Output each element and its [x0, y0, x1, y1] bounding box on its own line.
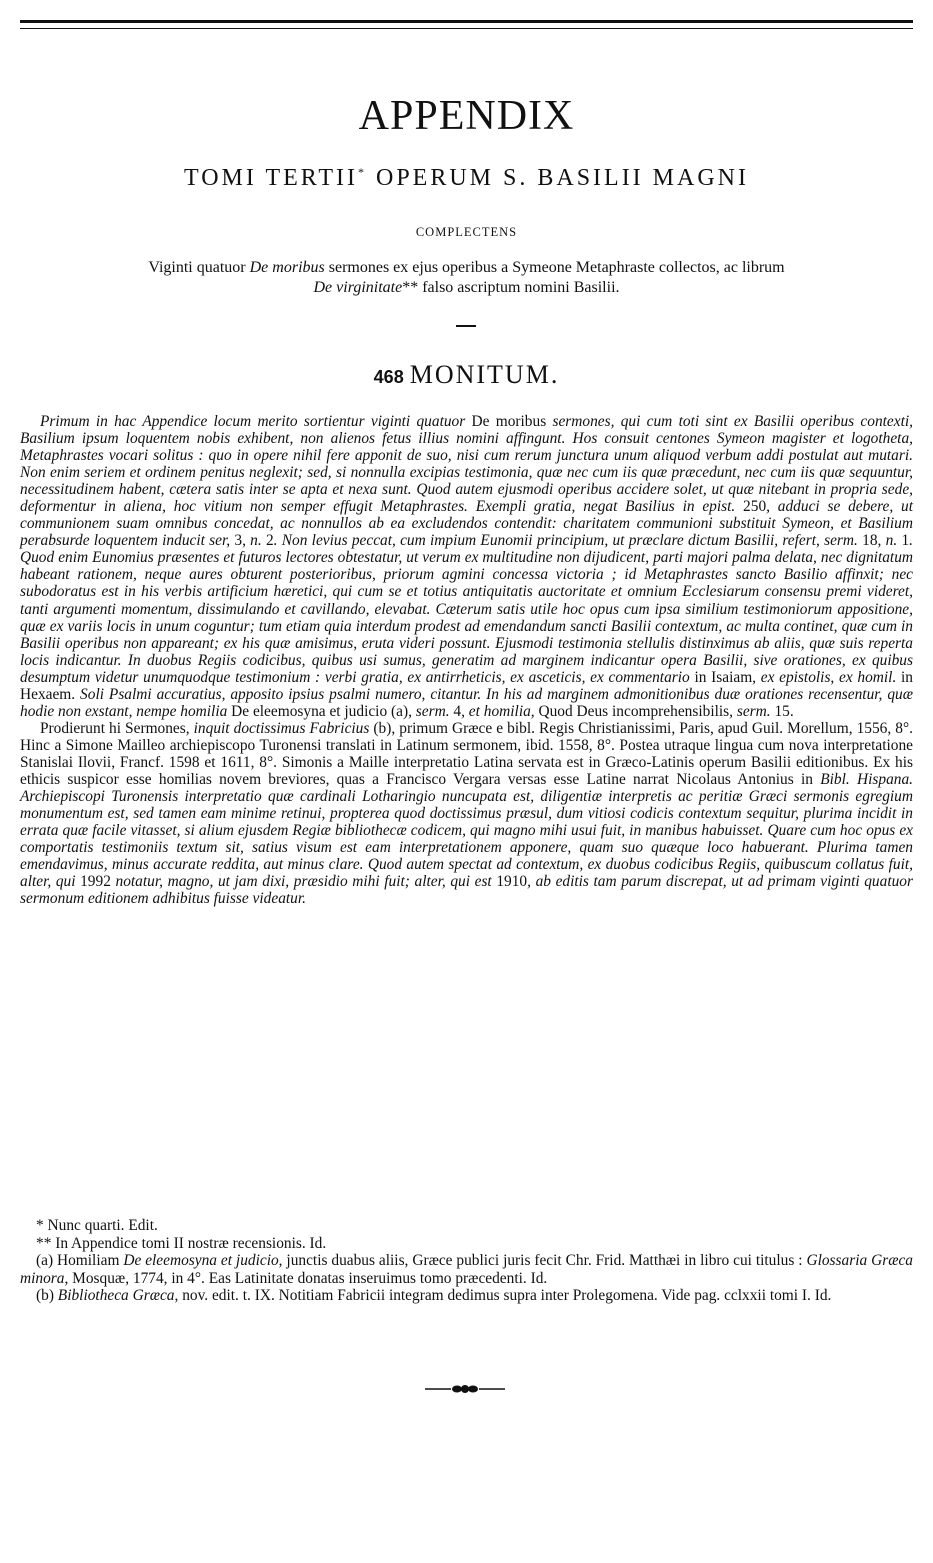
paragraph-2 — [20, 720, 913, 908]
text-run: 250 — [743, 498, 767, 516]
footnotes — [20, 1217, 913, 1305]
top-rule-thin — [20, 28, 913, 29]
text-run: 4 — [453, 702, 462, 720]
text-run: 15 — [774, 702, 790, 720]
text-run: sermones, qui cum toti sint ex Basilii operibus contexti, Basilium ipsum loquentem nobis exhibent, non alienos fetus illius nomini affingunt. Hos consuit centones Symeon magister et logotheta, Metaphrastes vocari solitus : quo in opere nihil fere apponit de suo, nisi cum rerum junctura unum aliquod verbum addi postulat aut mutari. Non enim seriem et ordinem penitus neglexit; sed, si nonnulla excipias testimonia, quæ nec cum iis quæ præcedunt, nec cum iis quæ sequuntur, necessitudinem habent, cætera satis inter se apta et nexa sunt. Quod autem ejusmodi operibus accidere solet, ut quæ nitebant in propria sede, deformentur in aliena, hoc vitium non semper effugit Metaphrastes. Exempli gratia, negat Basilius in epist. — [20, 413, 913, 516]
text-run: (a) Homiliam — [36, 1252, 124, 1269]
footnote-4 — [20, 1287, 913, 1305]
text-run: . Non levius peccat, cum impium Eunomii principium, ut præclare dictum Basilii, refert, serm. — [273, 532, 863, 550]
section-divider — [456, 325, 476, 327]
text-run: De eleemosyna et judicio — [123, 1252, 279, 1269]
text-run: 18 — [862, 532, 878, 550]
text-run: (b) — [36, 1287, 58, 1304]
text-run: , serm. — [408, 702, 454, 720]
text-run: in Isaiam — [694, 668, 753, 686]
monitum-heading — [20, 360, 913, 390]
subtitle-start: TOMI TERTII — [183, 165, 358, 191]
footnote-1: * Nunc quarti. Edit. — [36, 1217, 158, 1234]
text-run: , ex epistolis, ex homil. — [752, 668, 902, 686]
text-run: , et homilia, — [461, 702, 539, 720]
text-run: , n. — [242, 532, 266, 550]
contents-part5: ** falso ascriptum nomini Basilii. — [402, 279, 620, 296]
monitum-body — [20, 413, 913, 907]
text-run: De moribus — [471, 413, 547, 430]
text-run: 1992 — [80, 873, 111, 891]
text-run: , Mosquæ, 1774, in 4°. Eas Latinitate donatas inseruimus tomo præcedenti. Id. — [64, 1269, 548, 1287]
page-number: 468 — [373, 367, 404, 387]
text-run: inquit doctissimus Fabricius — [193, 719, 370, 737]
contents-description — [20, 258, 913, 298]
text-run: , n. — [877, 532, 902, 550]
text-run: Glossaria Græca minora — [20, 1252, 913, 1287]
complectens-label: COMPLECTENS — [415, 225, 518, 239]
text-run: Bibliotheca Græca — [57, 1287, 175, 1304]
contents-part1: Viginti quatuor — [148, 259, 250, 276]
contents-part4: De virginitate — [313, 279, 403, 296]
text-run: 2 — [265, 532, 274, 550]
text-run: in Hexaem. — [20, 668, 913, 703]
text-run: De eleemosyna et judicio (a) — [231, 702, 409, 720]
text-run: (b), primum Græce e bibl. Regis Christianissimi, Paris, apud Guil. Morellum, 1556, 8°. Hinc a Simone Mailleo archiepiscopo Turonensi translati in Latinum sermonem, ibid. 1558, 8°. Postea utraque lingua cum nova interpretatione Stanislai Ilovii, Francf. 1598 et 1611, 8°. Simonis a Maille interpretatio Latina servata est in Græco-Latinis operum Basilii editionibus. Ex his ethicis suspicor esse homilias novem breviores, quas a Francisco Vergara versas esse Latine narrat Nicolaus Antonius in — [20, 719, 913, 788]
text-run: Quod Deus incomprehensibilis — [538, 702, 730, 720]
subtitle-footnote-mark: * — [357, 165, 367, 179]
contents-part2: De moribus — [249, 259, 325, 276]
subtitle-rest: OPERUM S. BASILII MAGNI — [366, 165, 750, 191]
text-run: , serm. — [729, 702, 775, 720]
text-run: Prodierunt hi Sermones, — [40, 719, 194, 737]
text-run: . Quod enim Eunomius præsentes et futuros lectores obtestatur, ut verum ex multitudine non dijudicent, parti majori palma delata, nec dignitatum habeant rationem, neque aures obturent posterioribus, priorum agmini concessa victoria ; id Metaphrastes sancto Basilio affinxit; nec subodoratus est in his verbis artificium hæretici, qui cum se et totius antiquitatis auctoritate et omnium Ecclesiarum consensu premi videret, tanti argumenti momentum, dissimulando et cavillando, elevabat. Cæterum satis utile hoc opus cum ipsa similium testimoniorum appositione, quæ ex variis locis in unum coguntur; tum etiam quia interdum prodest ad emendandum sancti Basilii contextum, ac multa continet, quæ cum in Basilii operibus non appareant; ex his quæ amisimus, eruta videri possunt. Ejusmodi testimonia stellulis distinximus ab aliis, quæ suis reperta locis indicantur. In duobus Regiis codicibus, quibus usi sumus, generatim ad marginem indicantur opera Basilii, sive orationes, ex quibus desumptum videtur unumquodque testimonium : verbi gratia, ex antirrheticis, ex asceticis, ex commentario — [20, 532, 913, 686]
text-run: , nov. edit. t. IX. Notitiam Fabricii integram dedimus supra inter Prolegomena. Vide pag. cclxxii tomi I. Id. — [174, 1287, 832, 1304]
monitum-title: MONITUM. — [409, 360, 560, 389]
text-run: notatur, magno, ut jam dixi, præsidio mihi fuit; alter, qui est — [110, 873, 497, 891]
text-run: , adduci se debere, ut communionem suam omnibus concedat, ac nonnullos ab ea excludendos contendit: charitatem communioni substituit Symeon, et Basilium perabsurde loquentem inducit ser, — [20, 498, 913, 550]
text-run: Bibl. Hispana. Archiepiscopi Turonensis interpretatio quæ cardinali Lotharingio nuncupata est, diligentiæ interpretis ac peritiæ Græci sermonis egregium monumentum est, sed tamen eam minime retinui, propterea quod doctissimus præsul, dum vitiosi codicis contextum sequitur, plurima incidit in errata quæ facile vitasset, si alium ejusdem Regiæ bibliothecæ codicem, qui magno mihi usui fuit, in manibus habuisset. Quare cum hoc opus ex comportatis testimoniis textum sit, satius visum est eam interpretationem apponere, quam suo quæque loco habuerant. Plurima tamen emendavimus, minus accurate reddita, aut minus clare. Quod autem spectat ad contextum, ex duobus codicibus Regiis, quibuscum collatus fuit, alter, qui — [20, 770, 913, 891]
contents-part3: sermones ex ejus operibus a Symeone Metaphraste collectos, ac librum — [324, 259, 785, 276]
paragraph-1 — [20, 413, 913, 720]
text-run: Primum in hac Appendice locum merito sortientur viginti quatuor — [40, 413, 472, 430]
appendix-title: APPENDIX — [358, 93, 575, 139]
end-ornament-icon — [425, 1382, 505, 1396]
text-run: , ab editis tam parum discrepat, ut ad primam viginti quatuor sermonum editionem adhibitus fuisse videatur. — [20, 873, 913, 908]
text-run: Soli Psalmi accuratius, apposito ipsius psalmi numero, citantur. In his ad marginem admonitionibus duæ orationes recensentur, quæ hodie non exstant, nempe homilia — [20, 685, 913, 720]
text-run: , junctis duabus aliis, Græce publici juris fecit Chr. Frid. Matthæi in libro cui titulus : — [278, 1252, 807, 1269]
top-rule — [20, 20, 913, 23]
page — [20, 20, 913, 1550]
text-run: 1910 — [496, 873, 528, 891]
appendix-subtitle — [20, 165, 913, 192]
text-run: 1 — [901, 532, 910, 550]
footnote-3 — [20, 1252, 913, 1287]
footnote-2: ** In Appendice tomi II nostræ recensionis. Id. — [36, 1234, 327, 1252]
text-run: . — [789, 702, 794, 720]
text-run: 3 — [234, 532, 243, 550]
